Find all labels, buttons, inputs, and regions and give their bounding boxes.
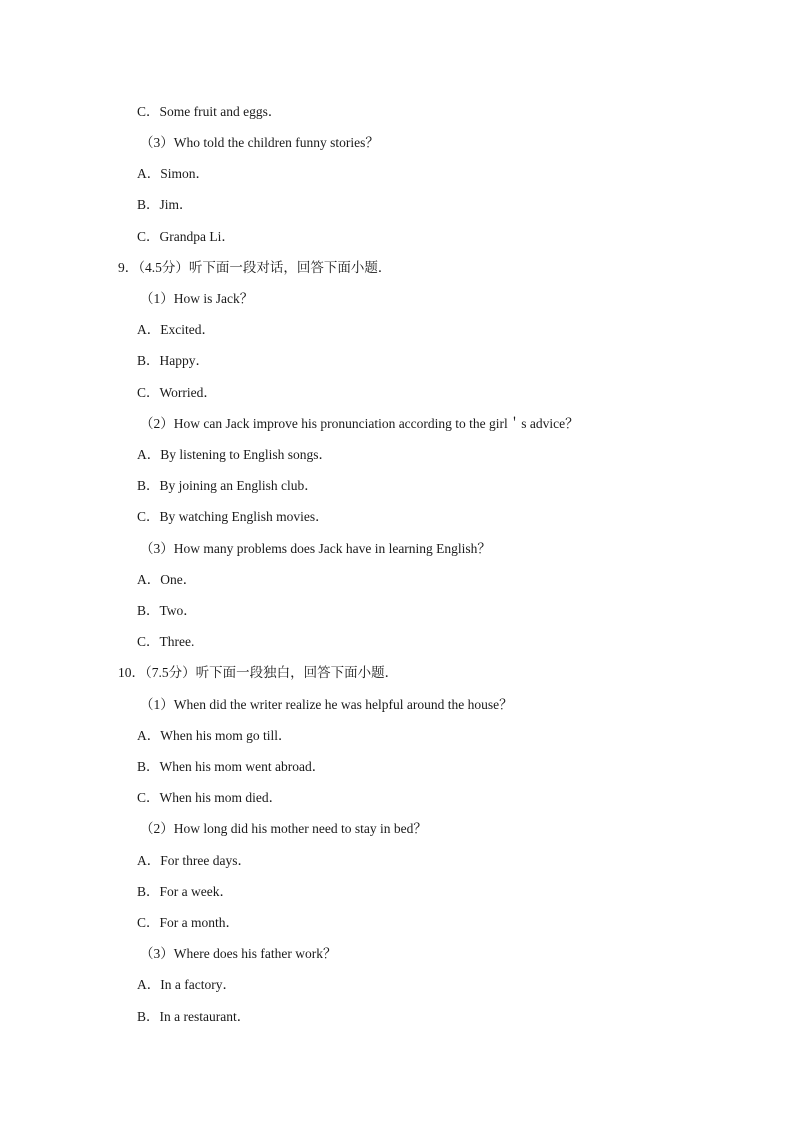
option-c: C．For a month． — [137, 915, 240, 930]
option-c: C．Some fruit and eggs． — [137, 104, 282, 119]
option-a: A．Excited． — [137, 322, 215, 337]
sub-question: （2）How long did his mother need to stay in bed？ — [140, 821, 427, 836]
sub-question: （3）How many problems does Jack have in learning English？ — [140, 541, 491, 556]
option-b: B．In a restaurant． — [137, 1009, 251, 1024]
option-a: A．One． — [137, 572, 197, 587]
question-heading: 10．（7.5分）听下面一段独白，回答下面小题． — [118, 665, 399, 680]
option-a: A．Simon． — [137, 166, 210, 181]
option-b: B．When his mom went abroad． — [137, 759, 326, 774]
option-b: B．Jim． — [137, 197, 193, 212]
sub-question: （2）How can Jack improve his pronunciation according to the girl＇s advice？ — [140, 416, 579, 431]
option-b: B．Two． — [137, 603, 197, 618]
sub-question: （3）Who told the children funny stories？ — [140, 135, 379, 150]
option-a: A．When his mom go till． — [137, 728, 292, 743]
option-c: C．Worried． — [137, 385, 217, 400]
option-b: B．By joining an English club． — [137, 478, 318, 493]
sub-question: （1）How is Jack？ — [140, 291, 254, 306]
option-c: C．Grandpa Li． — [137, 229, 235, 244]
question-heading: 9．（4.5分）听下面一段对话，回答下面小题． — [118, 260, 392, 275]
option-c: C．Three. — [137, 634, 195, 649]
option-b: B．For a week． — [137, 884, 233, 899]
option-b: B．Happy． — [137, 353, 209, 368]
option-a: A．In a factory． — [137, 977, 236, 992]
option-a: A．By listening to English songs． — [137, 447, 333, 462]
option-c: C．When his mom died． — [137, 790, 283, 805]
option-c: C．By watching English movies． — [137, 509, 329, 524]
option-a: A．For three days． — [137, 853, 251, 868]
sub-question: （3）Where does his father work？ — [140, 946, 337, 961]
sub-question: （1）When did the writer realize he was helpful around the house？ — [140, 697, 513, 712]
